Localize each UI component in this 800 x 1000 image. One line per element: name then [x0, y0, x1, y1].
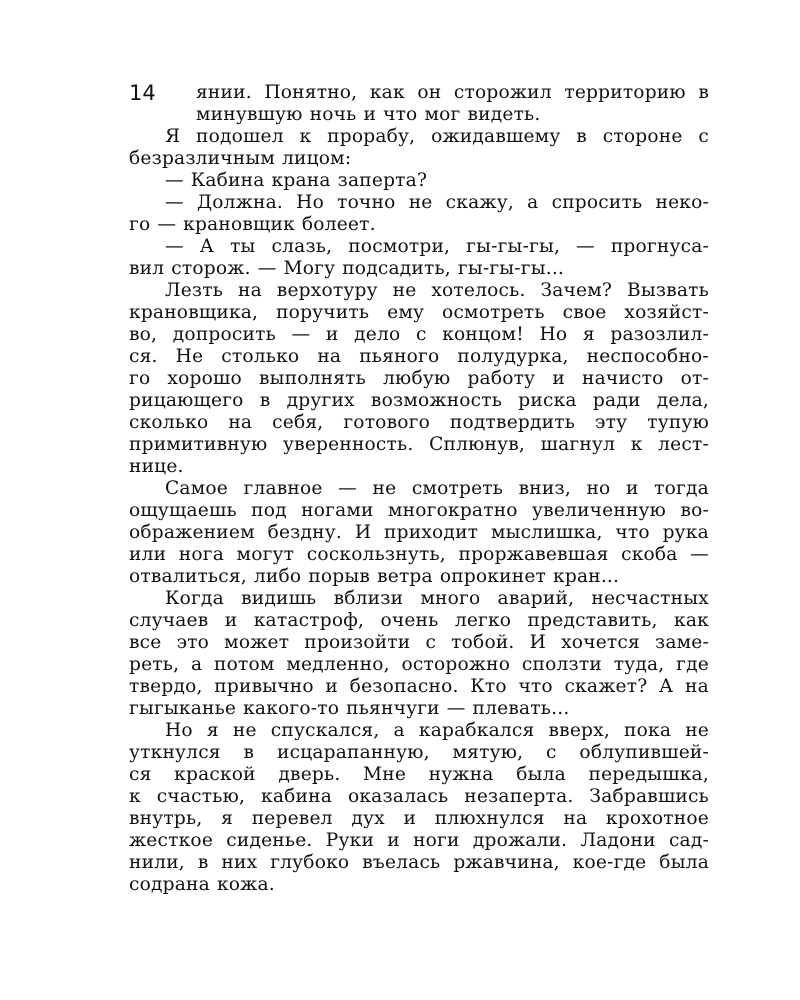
- text-line: ощущаешь под ногами многократно увеличенную во-: [129, 500, 709, 521]
- text-line: ся краской дверь. Мне нужна была передышка,: [129, 764, 709, 785]
- text-line: минувшую ночь и что мог видеть.: [196, 104, 541, 125]
- text-line: янии. Понятно, как он сторожил территорию в: [196, 82, 709, 103]
- page-number: 14: [129, 81, 156, 105]
- text-line: нили, в них глубоко въелась ржавчина, кое-где была: [129, 852, 709, 873]
- text-line: го хорошо выполнять любую работу и начисто от-: [129, 368, 709, 389]
- text-line: содрана кожа.: [129, 874, 275, 895]
- text-line: реть, а потом медленно, осторожно сползти туда, где: [129, 654, 709, 675]
- text-line: нице.: [129, 456, 184, 477]
- text-line: ся. Не столько на пьяного полудурка, неспособно-: [129, 346, 709, 367]
- text-line: к счастью, кабина оказалась незаперта. Забравшись: [129, 786, 709, 807]
- text-line: Я подошел к прорабу, ожидавшему в стороне с: [165, 126, 709, 147]
- text-line: вил сторож. — Могу подсадить, гы-гы-гы...: [129, 258, 565, 279]
- text-line: — Кабина крана заперта?: [165, 170, 428, 191]
- text-line: Но я не спускался, а карабкался вверх, пока не: [165, 720, 709, 741]
- text-line: твердо, привычно и безопасно. Кто что скажет? А на: [129, 676, 709, 697]
- text-line: или нога могут соскользнуть, проржавевшая скоба —: [129, 544, 709, 565]
- text-line: Когда видишь вблизи много аварий, несчастных: [165, 588, 709, 609]
- text-line: внутрь, я перевел дух и плюхнулся на крохотное: [129, 808, 709, 829]
- text-line: жесткое сиденье. Руки и ноги дрожали. Ладони сад-: [129, 830, 709, 851]
- text-line: рицающего в других возможность риска ради дела,: [129, 390, 709, 411]
- body-text: [129, 82, 709, 896]
- text-line: ображением бездну. И приходит мыслишка, что рука: [129, 522, 709, 543]
- text-line: сколько на себя, готового подтвердить эту тупую: [129, 412, 709, 433]
- text-line: безразличным лицом:: [129, 148, 352, 169]
- text-line: — А ты слазь, посмотри, гы-гы-гы, — прогнуса-: [165, 236, 709, 257]
- text-line: Самое главное — не смотреть вниз, но и тогда: [165, 478, 709, 499]
- text-line: — Должна. Но точно не скажу, а спросить неко-: [165, 192, 709, 213]
- text-line: крановщика, поручить ему осмотреть свое хозяйст-: [129, 302, 709, 323]
- text-line: го — крановщик болеет.: [129, 214, 376, 235]
- text-line: отвалиться, либо порыв ветра опрокинет кран...: [129, 566, 620, 587]
- text-line: гыгыканье какого-то пьянчуги — плевать...: [129, 698, 570, 719]
- text-line: примитивную уверенность. Сплюнув, шагнул к лест-: [129, 434, 709, 455]
- text-line: случаев и катастроф, очень легко представить, как: [129, 610, 709, 631]
- text-line: Лезть на верхотуру не хотелось. Зачем? Вызвать: [165, 280, 709, 301]
- text-line: все это может произойти с тобой. И хочется заме-: [129, 632, 709, 653]
- text-line: во, допросить — и дело с концом! Но я разозлил-: [129, 324, 709, 345]
- text-line: уткнулся в исцарапанную, мятую, с облупившей-: [129, 742, 709, 763]
